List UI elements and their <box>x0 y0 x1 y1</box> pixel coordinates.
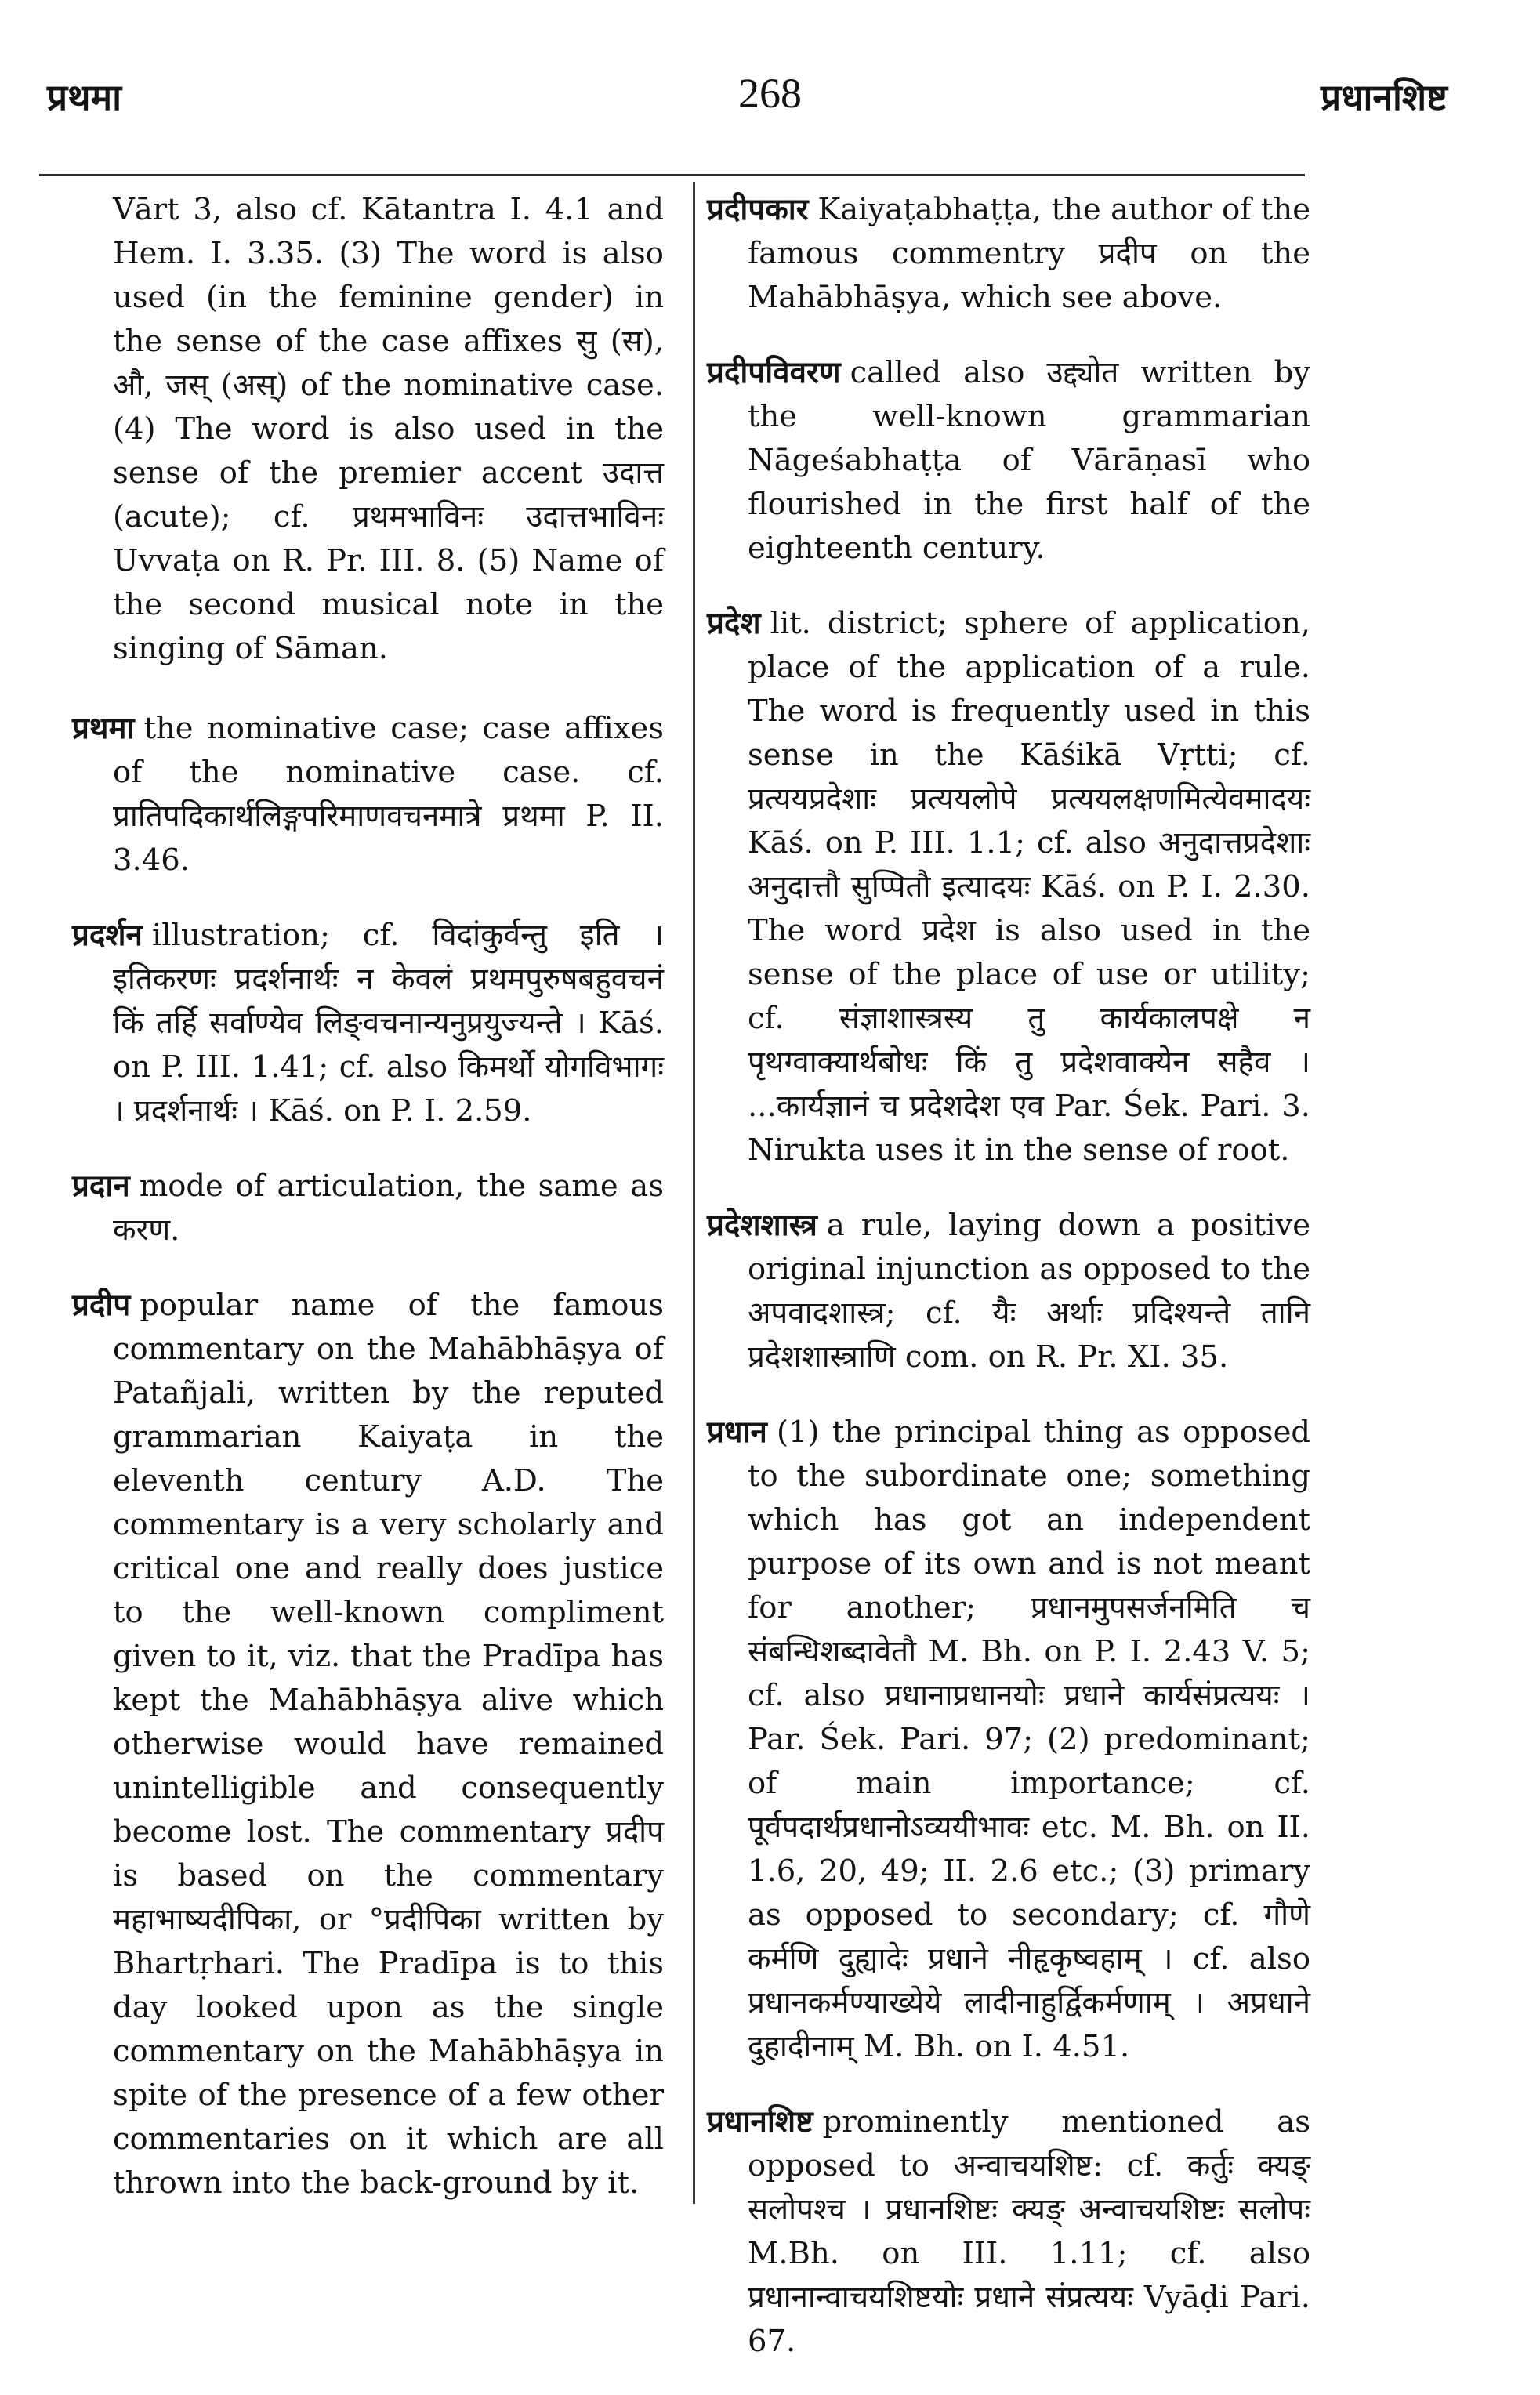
dictionary-entry <box>707 351 1310 571</box>
running-head-left: प्रथमा <box>47 76 121 118</box>
column-divider <box>693 182 695 2204</box>
entry-text: the nominative case; case affixes of the nominative case. cf. प्रातिपदिकार्थलिङ्गपरिमाणवचनमात्रे प्रथमा P. II. 3.46. <box>113 711 664 878</box>
running-head-right: प्रधानशिष्ट <box>1321 76 1448 118</box>
right-column <box>707 188 1310 2395</box>
entry-text: a rule, laying down a positive original injunction as opposed to the अपवादशास्त्र; cf. यैः अर्थाः प्रदिश्यन्ते तानि प्रदेशशास्त्राणि com. on R. Pr. XI. 35. <box>748 1208 1310 1375</box>
left-column <box>72 188 664 2237</box>
entry-headword: प्रदीप <box>72 1288 131 1323</box>
entry-headword: प्रदान <box>72 1169 130 1204</box>
dictionary-entry <box>72 707 664 882</box>
entry-headword: प्रदीपविवरण <box>707 355 841 390</box>
entry-headword: प्रधानशिष्ट <box>707 2104 813 2140</box>
dictionary-entry <box>72 1165 664 1252</box>
entry-headword: प्रदेश <box>707 606 761 641</box>
entry-text: popular name of the famous commentary on the Mahābhāṣya of Patañjali, written by the reputed grammarian Kaiyaṭa in the eleventh century A.D. The commentary is a very scholarly and critical one and really does justice to the well-known compliment given to it, viz. that the Pradīpa has kept the Mahābhāṣya alive which otherwise would have remained unintelligible and consequently become lost. The commentary प्रदीप is based on the commentary महाभाष्यदीपिका, or °प्रदीपिका written by Bhartṛhari. The Pradīpa is to this day looked upon as the single commentary on the Mahābhāṣya in spite of the presence of a few other commentaries on it which are all thrown into the back-ground by it. <box>113 1288 664 2201</box>
header-rule <box>39 174 1305 176</box>
dictionary-entry <box>72 1284 664 2205</box>
entry-text: Kaiyaṭabhaṭṭa, the author of the famous commentry प्रदीप on the Mahābhāṣya, which see above. <box>748 192 1310 315</box>
entry-text: called also उद्द्योत written by the well-known grammarian Nāgeśabhaṭṭa of Vārāṇasī who flourished in the first half of the eighteenth century. <box>748 355 1310 566</box>
entry-headword: प्रदेशशास्त्र <box>707 1208 817 1243</box>
dictionary-entry <box>707 1411 1310 2069</box>
entry-text: illustration; cf. विदांकुर्वन्तु इति । इतिकरणः प्रदर्शनार्थः न केवलं प्रथमपुरुषबहुवचनं किं तर्हि सर्वाण्येव लिङ्वचनान्यनुप्रयुज्यन्ते । Kāś. on P. III. 1.41; cf. also किमर्थो योगविभागः । प्रदर्शनार्थः । Kāś. on P. I. 2.59. <box>113 918 664 1129</box>
dictionary-entry <box>707 2100 1310 2364</box>
dictionary-entry <box>72 188 664 671</box>
entry-headword: प्रथमा <box>72 711 135 746</box>
entry-text: (1) the principal thing as opposed to the subordinate one; something which has got an independent purpose of its own and is not meant for another; प्रधानमुपसर्जनमिति च संबन्धिशब्दावेतौ M. Bh. on P. I. 2.43 V. 5; cf. also प्रधानाप्रधानयोः प्रधाने कार्यसंप्रत्ययः । Par. Śek. Pari. 97; (2) predominant; of main importance; cf. पूर्वपदार्थप्रधानोऽव्ययीभावः etc. M. Bh. on II. 1.6, 20, 49; II. 2.6 etc.; (3) primary as opposed to secondary; cf. गौणे कर्मणि दुह्यादेः प्रधाने नीहृकृष्वहाम् । cf. also प्रधानकर्मण्याख्येये लादीनाहुर्द्विकर्मणाम् । अप्रधाने दुहादीनाम् M. Bh. on I. 4.51. <box>748 1415 1310 2064</box>
dictionary-entry <box>707 1204 1310 1379</box>
entry-headword: प्रदीपकार <box>707 192 809 227</box>
entry-text: mode of articulation, the same as करण. <box>113 1169 664 1248</box>
entry-text: prominently mentioned as opposed to अन्वाचयशिष्ट: cf. कर्तुः क्यङ् सलोपश्च । प्रधानशिष्टः क्यङ् अन्वाचयशिष्टः सलोपः M.Bh. on III. 1.11; cf. also प्रधानान्वाचयशिष्टयोः प्रधाने संप्रत्ययः Vyāḍi Pari. 67. <box>748 2104 1310 2359</box>
dictionary-entry <box>707 602 1310 1172</box>
dictionary-entry <box>707 188 1310 320</box>
page-number: 268 <box>738 70 802 117</box>
entry-headword: प्रधान <box>707 1415 767 1450</box>
entry-text: lit. district; sphere of application, place of the application of a rule. The word is frequently used in this sense in the Kāśikā Vṛtti; cf. प्रत्ययप्रदेशाः प्रत्ययलोपे प्रत्ययलक्षणमित्येवमादयः Kāś. on P. III. 1.1; cf. also अनुदात्तप्रदेशाः अनुदात्तौ सुप्पितौ इत्यादयः Kāś. on P. I. 2.30. The word प्रदेश is also used in the sense of the place of use or utility; cf. संज्ञाशास्त्रस्य तु कार्यकालपक्षे न पृथग्वाक्यार्थबोधः किं तु प्रदेशवाक्येन सहैव । ...कार्यज्ञानं च प्रदेशदेश एव Par. Śek. Pari. 3. Nirukta uses it in the sense of root. <box>748 606 1310 1168</box>
dictionary-entry <box>72 914 664 1133</box>
entry-text: Vārt 3, also cf. Kātantra I. 4.1 and Hem. I. 3.35. (3) The word is also used (in the feminine gender) in the sense of the case affixes सु (स), औ, जस् (अस्) of the nominative case. (4) The word is also used in the sense of the premier accent उदात्त (acute); cf. प्रथमभाविनः उदात्तभाविनः Uvvaṭa on R. Pr. III. 8. (5) Name of the second musical note in the singing of Sāman. <box>113 192 664 666</box>
entry-headword: प्रदर्शन <box>72 918 143 953</box>
